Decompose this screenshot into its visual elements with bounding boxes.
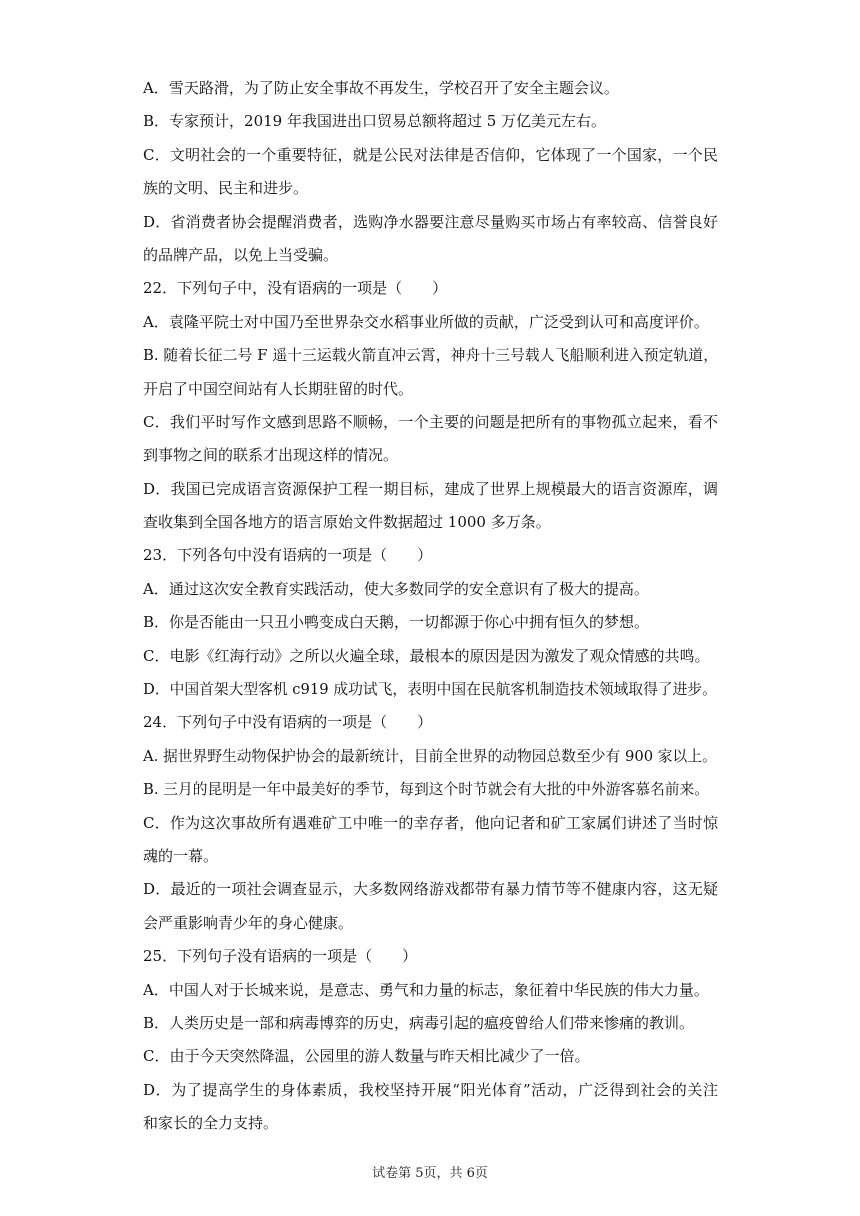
exam-content bbox=[143, 72, 718, 1141]
option-21-a: A．雪天路滑，为了防止安全事故不再发生，学校召开了安全主题会议。 bbox=[143, 79, 619, 97]
question-23-stem: 23．下列各句中没有语病的一项是（ ） bbox=[143, 546, 433, 565]
option-21-c: C．文明社会的一个重要特征，就是公民对法律是否信仰，它体现了一个国家，一个民 bbox=[143, 145, 718, 164]
question-22-stem: 22．下列句子中，没有语病的一项是（ ） bbox=[143, 279, 448, 298]
option-25-d-cont: 和家长的全力支持。 bbox=[143, 1114, 279, 1133]
option-21-d-cont: 的品牌产品，以免上当受骗。 bbox=[143, 245, 339, 264]
option-23-c: C．电影《红海行动》之所以火遍全球，最根本的原因是因为激发了观众情感的共鸣。 bbox=[143, 646, 710, 665]
option-25-b: B．人类历史是一部和病毒博弈的历史，病毒引起的瘟疫曾给人们带来惨痛的教训。 bbox=[143, 1013, 695, 1032]
page-footer: 试卷第 5页，共 6页 bbox=[372, 1166, 488, 1181]
option-25-c: C．由于今天突然降温，公园里的游人数量与昨天相比减少了一倍。 bbox=[143, 1047, 590, 1066]
question-24-stem: 24．下列句子中没有语病的一项是（ ） bbox=[143, 713, 433, 732]
option-22-c-cont: 到事物之间的联系才出现这样的情况。 bbox=[143, 446, 399, 465]
option-25-a: A．中国人对于长城来说，是意志、勇气和力量的标志，象征着中华民族的伟大力量。 bbox=[143, 980, 709, 999]
option-22-d-cont: 查收集到全国各地方的语言原始文件数据超过 1000 多万条。 bbox=[143, 513, 551, 532]
question-25-stem: 25．下列句子没有语病的一项是（ ） bbox=[143, 947, 418, 966]
option-24-a: A. 据世界野生动物保护协会的最新统计，目前全世界的动物园总数至少有 900 家以上。 bbox=[143, 747, 717, 765]
option-24-b: B. 三月的昆明是一年中最美好的季节，每到这个时节就会有大批的中外游客慕名前来。 bbox=[143, 781, 709, 799]
option-21-b: B．专家预计，2019 年我国进出口贸易总额将超过 5 万亿美元左右。 bbox=[143, 112, 607, 131]
option-23-d: D．中国首架大型客机 c919 成功试飞，表明中国在民航客机制造技术领域取得了进步。 bbox=[143, 681, 717, 699]
option-22-a: A．袁隆平院士对中国乃至世界杂交水稻事业所做的贡献，广泛受到认可和高度评价。 bbox=[143, 312, 709, 331]
option-23-a: A．通过这次安全教育实践活动，使大多数同学的安全意识有了极大的提高。 bbox=[143, 579, 649, 598]
option-24-c: C．作为这次事故所有遇难矿工中唯一的幸存者，他向记者和矿工家属们讲述了当时惊 bbox=[143, 813, 718, 832]
option-22-b: B. 随着长征二号 F 遥十三运载火箭直冲云霄，神舟十三号载人飞船顺利进入预定轨道， bbox=[143, 347, 718, 365]
option-22-b-cont: 开启了中国空间站有人长期驻留的时代。 bbox=[143, 379, 414, 398]
option-24-d-cont: 会严重影响青少年的身心健康。 bbox=[143, 913, 354, 932]
option-24-d: D．最近的一项社会调查显示，大多数网络游戏都带有暴力情节等不健康内容，这无疑 bbox=[143, 880, 718, 899]
option-21-d: D．省消费者协会提醒消费者，选购净水器要注意尽量购买市场占有率较高、信誉良好 bbox=[143, 212, 718, 231]
option-23-b: B．你是否能由一只丑小鸭变成白天鹅，一切都源于你心中拥有恒久的梦想。 bbox=[143, 613, 650, 632]
option-22-c: C．我们平时写作文感到思路不顺畅，一个主要的问题是把所有的事物孤立起来，看不 bbox=[143, 412, 718, 431]
option-22-d: D．我国已完成语言资源保护工程一期目标，建成了世界上规模最大的语言资源库，调 bbox=[143, 479, 718, 498]
option-24-c-cont: 魂的一幕。 bbox=[143, 846, 219, 865]
option-21-c-cont: 族的文明、民主和进步。 bbox=[143, 179, 309, 198]
option-25-d: D．为了提高学生的身体素质，我校坚持开展“阳光体育”活动，广泛得到社会的关注 bbox=[143, 1080, 718, 1099]
